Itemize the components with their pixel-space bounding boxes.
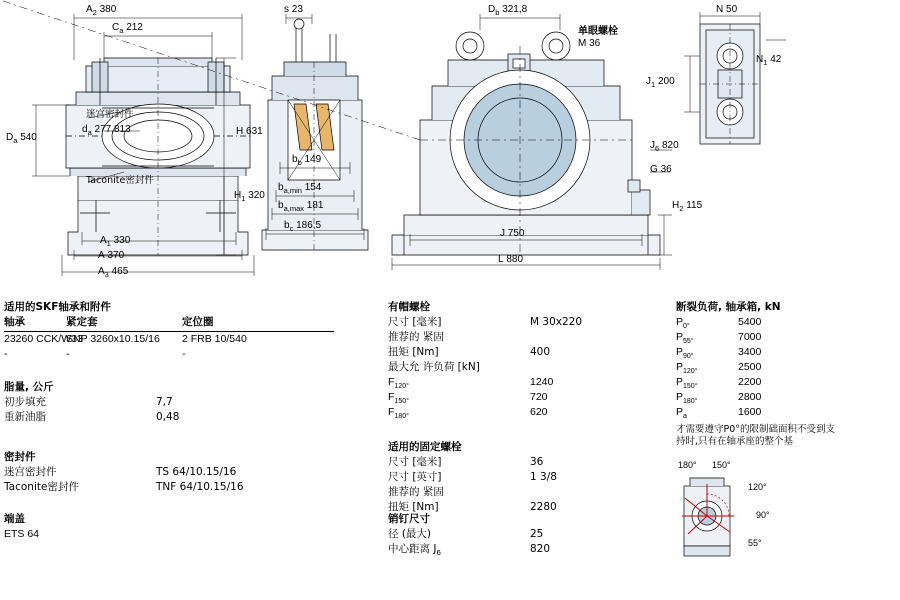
table-seals <box>4 450 304 495</box>
dim-J: J 750 <box>500 228 525 239</box>
label-eyebolt: 单眼螺栓 <box>578 26 618 37</box>
dim-A2: $A_2$ 380 <box>86 4 117 17</box>
table-row: 最大允 许负荷 [kN] <box>388 361 480 373</box>
dim-Db: $D_b$ 321,8 <box>488 4 528 17</box>
technical-drawings <box>0 0 900 290</box>
dim-bb: $b_b$ 149 <box>292 154 322 167</box>
dim-bc: $b_c$ 186,5 <box>284 220 322 233</box>
dim-H2: $H_2$ 115 <box>672 200 703 213</box>
breaking-loads-title: 断裂负荷, 轴承箱, kN <box>676 301 781 313</box>
table-row: 扭矩 [Nm] 400 <box>388 346 551 358</box>
label-taconite-seal: Taconite密封件 <box>86 175 154 186</box>
table-endcover <box>4 512 264 542</box>
dim-G: G 36 <box>650 164 672 175</box>
table-row: 初步填充 7,7 <box>4 396 173 408</box>
table-row: $F_{150^\circ}$ 720 <box>388 391 548 406</box>
table-row: ETS 64 <box>4 528 40 540</box>
table-row: Taconite密封件 TNF 64/10.15/16 <box>4 481 244 493</box>
dim-ba-min: $b_{a,min}$ 154 <box>278 182 322 195</box>
fixingbolt-title: 适用的固定螺栓 <box>388 441 462 453</box>
table-row: - - - <box>4 348 186 360</box>
table-row: 推荐的 紧固 <box>388 486 444 498</box>
table-row: 尺寸 [英寸] 1 3/8 <box>388 471 557 483</box>
angle-diagram-svg <box>676 468 876 578</box>
dim-H: H 631 <box>236 126 263 137</box>
pin-title: 销钉尺寸 <box>388 513 430 525</box>
table-row: $P_{150^\circ}$ 2200 <box>676 376 762 391</box>
dim-H1: $H_1$ 320 <box>234 190 265 203</box>
capbolt-title: 有帽螺栓 <box>388 301 430 313</box>
table-row: $P_{0^\circ}$ 5400 <box>676 316 762 331</box>
dim-J6: $J_6$ 820 <box>650 140 679 153</box>
drawing-svg <box>0 0 900 295</box>
table-pin-size <box>388 512 638 557</box>
table-row: $P_a$ 1600 <box>676 406 762 421</box>
angle-label-180: 180° <box>678 460 697 470</box>
table-breaking-loads <box>676 300 896 420</box>
table-row: 迷宫密封件 TS 64/10.15/16 <box>4 466 237 478</box>
table-row: 尺寸 [毫米] 36 <box>388 456 544 468</box>
grease-title: 脂量, 公斤 <box>4 381 54 393</box>
table-row: 中心距离 $J_6$ 820 <box>388 543 551 558</box>
angle-label-55: 55° <box>748 538 762 548</box>
dim-J1: $J_1$ 200 <box>646 76 675 89</box>
angle-label-120: 120° <box>748 482 767 492</box>
seals-title: 密封件 <box>4 451 36 463</box>
angle-diagram <box>676 460 876 578</box>
table-row: $F_{120^\circ}$ 1240 <box>388 376 554 391</box>
angle-label-90: 90° <box>756 510 770 520</box>
table-row: 23260 CCK/W33 SNP 3260x10.15/16 2 FRB 10/540 <box>4 333 247 345</box>
table-grease <box>4 380 264 425</box>
table-row: 推荐的 紧固 <box>388 331 444 343</box>
table-row: 扭矩 [Nm] 2280 <box>388 501 557 513</box>
table-row: 径 (最大) 25 <box>388 528 544 540</box>
breaking-loads-note: 才需要遵守P0°的限制础面积不受到支持时,只有在轴承座的整个基 <box>676 424 836 447</box>
dim-A1: $A_1$ 330 <box>100 235 131 248</box>
dim-Ca: $C_a$ 212 <box>112 22 143 35</box>
table-row: $P_{55^\circ}$ 7000 <box>676 331 762 346</box>
table-row: $P_{180^\circ}$ 2800 <box>676 391 762 406</box>
table-row: 尺寸 [毫米] M 30x220 <box>388 316 583 328</box>
dim-L: L 880 <box>498 254 524 265</box>
dim-N: N 50 <box>716 4 738 15</box>
table-row: 重新油脂 0,48 <box>4 411 180 423</box>
table-row: $P_{120^\circ}$ 2500 <box>676 361 762 376</box>
table-row: $P_{90^\circ}$ 3400 <box>676 346 762 361</box>
dim-N1: $N_1$ 42 <box>756 54 782 67</box>
left-table-title: 适用的SKF轴承和附件 <box>4 301 111 313</box>
dim-s: s 23 <box>284 4 303 15</box>
dim-A3: $A_3$ 465 <box>98 266 129 279</box>
dim-A: A 370 <box>98 250 125 261</box>
table-row: $F_{180^\circ}$ 620 <box>388 406 548 421</box>
angle-label-150: 150° <box>712 460 731 470</box>
table-bearings <box>4 300 334 362</box>
dim-Da: $D_a$ 540 <box>6 132 37 145</box>
left-table-headers: 轴承 紧定套 定位圈 <box>4 316 214 328</box>
table-fixing-bolts <box>388 440 638 515</box>
dim-ba-max: $b_{a,max}$ 181 <box>278 200 324 213</box>
dim-da: $d_a$ 277,813 <box>82 124 131 137</box>
table-cap-bolts <box>388 300 638 420</box>
label-eyebolt-size: M 36 <box>578 38 601 49</box>
endcover-title: 端盖 <box>4 513 25 525</box>
label-labyrinth-seal: 迷宫密封件 <box>86 109 134 120</box>
